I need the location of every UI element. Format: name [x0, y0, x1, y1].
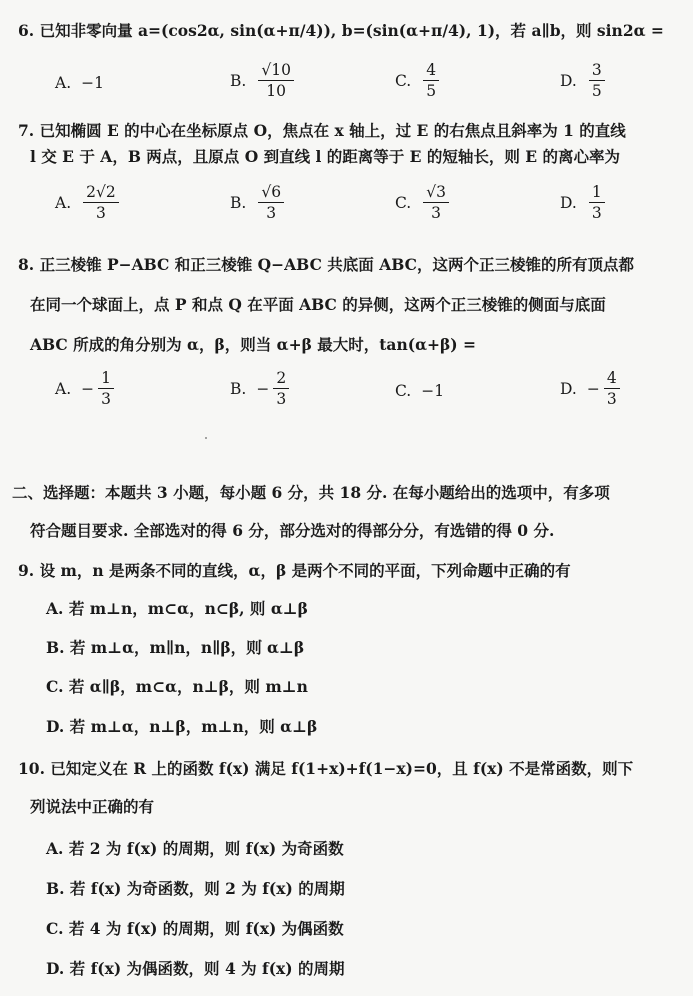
q8-option-a-fraction	[98, 370, 114, 408]
q6-option-b-fraction	[258, 62, 294, 100]
q7-option-c-numerator: √3	[423, 184, 449, 203]
q6-option-a[interactable]	[55, 74, 104, 92]
q7-option-b[interactable]	[230, 184, 286, 222]
q6-option-d-label: D.	[560, 71, 577, 90]
section-2-header-line-2: 符合题目要求. 全部选对的得 6 分，部分选对的得部分分，有选错的得 0 分.	[30, 521, 555, 540]
q9-option-a[interactable]: A. 若 m⊥n，m⊂α，n⊂β, 则 α⊥β	[46, 599, 308, 618]
q6-option-c-denominator: 5	[426, 82, 437, 101]
q7-stem-line-2: l 交 E 于 A，B 两点，且原点 O 到直线 l 的距离等于 E 的短轴长，则 E 的离心率为	[30, 147, 621, 166]
q7-option-c-denominator: 3	[431, 204, 442, 223]
q8-stem-line-1: 8. 正三棱锥 P−ABC 和正三棱锥 Q−ABC 共底面 ABC，这两个正三棱锥的所有顶点都	[18, 255, 634, 274]
q6-option-c-fraction	[423, 62, 439, 100]
q7-option-c[interactable]	[395, 184, 451, 222]
q6-option-d-denominator: 5	[591, 82, 602, 101]
q6-option-a-label: A.	[55, 74, 72, 92]
section-2-header-line-1: 二、选择题：本题共 3 小题，每小题 6 分，共 18 分. 在每小题给出的选项中，有多项	[12, 483, 610, 502]
q8-option-b-sign: −	[256, 379, 270, 398]
q8-option-a[interactable]	[55, 370, 116, 408]
q9-option-c[interactable]: C. 若 α∥β，m⊂α，n⊥β，则 m⊥n	[46, 677, 308, 696]
q8-option-b-denominator: 3	[276, 390, 287, 409]
q7-option-c-fraction	[423, 184, 449, 222]
q10-stem-line-2: 列说法中正确的有	[30, 797, 155, 816]
q8-option-c[interactable]	[395, 382, 444, 400]
q7-options	[0, 182, 693, 238]
q7-option-a-denominator: 3	[95, 204, 106, 223]
q8-option-d-label: D.	[560, 379, 577, 398]
q7-option-b-label: B.	[230, 193, 247, 212]
q8-option-b-fraction	[273, 370, 289, 408]
q8-option-d-sign: −	[586, 379, 600, 398]
q7-stem-line-1: 7. 已知椭圆 E 的中心在坐标原点 O，焦点在 x 轴上，过 E 的右焦点且斜率为 1 的直线	[18, 121, 626, 140]
q10-option-c[interactable]: C. 若 4 为 f(x) 的周期，则 f(x) 为偶函数	[46, 919, 344, 938]
q8-option-d[interactable]	[560, 370, 622, 408]
q6-stem: 6. 已知非零向量 a=(cos2α, sin(α+π/4)), b=(sin(α+π/4), 1)，若 a∥b，则 sin2α =	[18, 21, 664, 40]
q10-option-a[interactable]: A. 若 2 为 f(x) 的周期，则 f(x) 为奇函数	[46, 839, 344, 858]
q6-option-c-numerator: 4	[423, 62, 439, 81]
q6-option-d-numerator: 3	[589, 62, 605, 81]
q7-option-a-label: A.	[55, 193, 72, 212]
q8-option-b[interactable]	[230, 370, 291, 408]
q8-option-c-value: −1	[421, 382, 445, 400]
q9-option-b[interactable]: B. 若 m⊥α，m∥n，n∥β，则 α⊥β	[46, 638, 305, 657]
q6-option-b[interactable]	[230, 62, 296, 100]
q6-options	[0, 60, 693, 116]
q6-option-b-numerator: √10	[258, 62, 294, 81]
q8-options	[0, 368, 693, 424]
q8-option-d-fraction	[604, 370, 620, 408]
q8-option-d-denominator: 3	[606, 390, 617, 409]
q6-option-d-fraction	[589, 62, 605, 100]
q7-option-d-numerator: 1	[589, 184, 605, 203]
q7-option-b-denominator: 3	[266, 204, 277, 223]
q8-option-a-label: A.	[55, 379, 72, 398]
q6-option-d[interactable]	[560, 62, 607, 100]
q8-option-c-label: C.	[395, 382, 412, 400]
q7-option-a-numerator: 2√2	[83, 184, 119, 203]
q8-option-a-denominator: 3	[101, 390, 111, 409]
q7-option-a-fraction	[83, 184, 119, 222]
q10-option-d[interactable]: D. 若 f(x) 为偶函数，则 4 为 f(x) 的周期	[46, 959, 345, 978]
q7-option-c-label: C.	[395, 193, 412, 212]
q7-option-b-fraction	[258, 184, 284, 222]
q6-option-c[interactable]	[395, 62, 441, 100]
q6-option-a-value: −1	[81, 74, 104, 92]
q10-option-b[interactable]: B. 若 f(x) 为奇函数，则 2 为 f(x) 的周期	[46, 879, 345, 898]
q6-option-b-label: B.	[230, 71, 247, 90]
q8-stem-line-2: 在同一个球面上，点 P 和点 Q 在平面 ABC 的异侧，这两个正三棱锥的侧面与底面	[30, 295, 606, 314]
q7-option-d-fraction	[589, 184, 605, 222]
q8-stem-line-3: ABC 所成的角分别为 α，β，则当 α+β 最大时，tan(α+β) =	[30, 335, 476, 354]
q9-stem: 9. 设 m，n 是两条不同的直线，α，β 是两个不同的平面，下列命题中正确的有	[18, 561, 571, 580]
q7-option-a[interactable]	[55, 184, 121, 222]
q10-stem-line-1: 10. 已知定义在 R 上的函数 f(x) 满足 f(1+x)+f(1−x)=0，且 f(x) 不是常函数，则下	[18, 759, 634, 778]
q7-option-d-denominator: 3	[591, 204, 602, 223]
q9-option-d[interactable]: D. 若 m⊥α，n⊥β，m⊥n，则 α⊥β	[46, 717, 318, 736]
q8-option-b-label: B.	[230, 379, 247, 398]
q7-option-b-numerator: √6	[258, 184, 284, 203]
scan-speck	[205, 437, 207, 439]
q6-option-c-label: C.	[395, 71, 412, 90]
q8-option-a-sign: −	[81, 379, 95, 398]
q7-option-d-label: D.	[560, 193, 577, 212]
q8-option-b-numerator: 2	[273, 370, 289, 389]
q6-option-b-denominator: 10	[266, 82, 286, 101]
q8-option-a-numerator: 1	[98, 370, 114, 389]
q8-option-d-numerator: 4	[604, 370, 620, 389]
q7-option-d[interactable]	[560, 184, 607, 222]
